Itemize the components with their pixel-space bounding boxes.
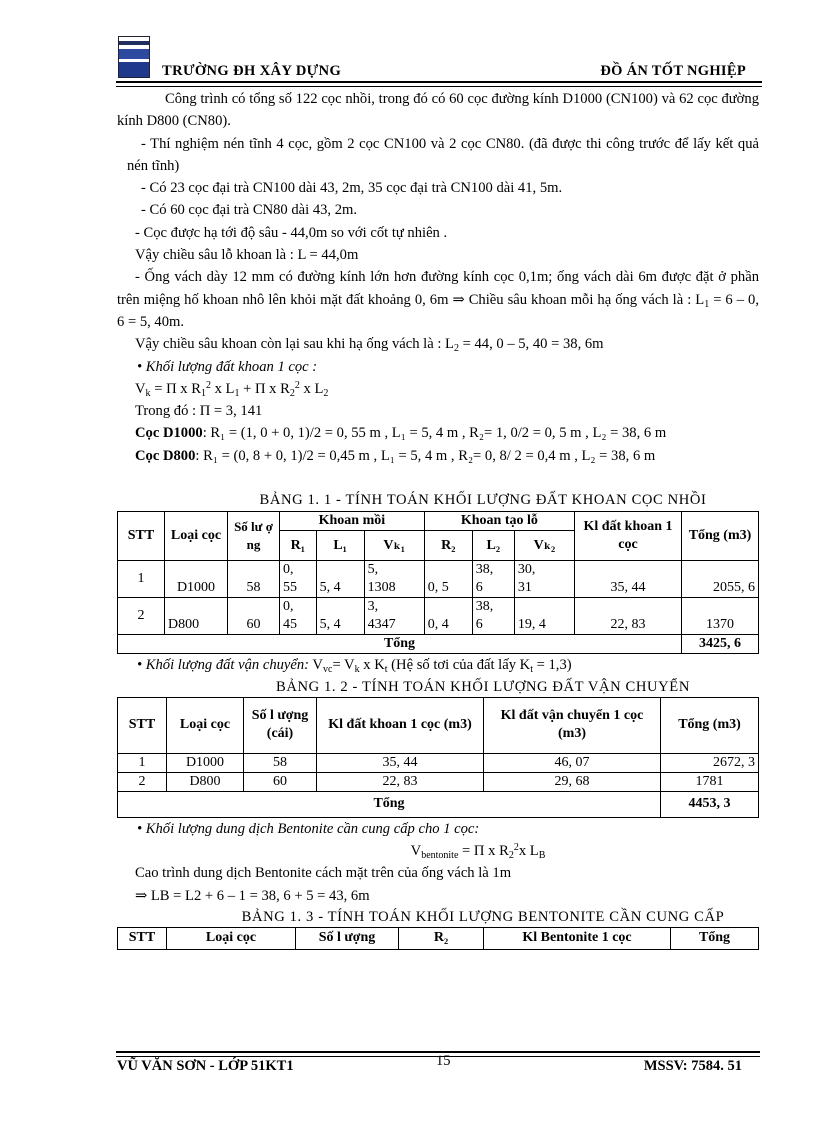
table1-header-stt: STT	[118, 512, 165, 561]
table1-header-l2: L₂	[472, 531, 514, 561]
t1r1-vk2: 30, 31	[514, 561, 574, 598]
table2-header-stt: STT	[118, 697, 167, 753]
table1-header-vk1: Vₖ₁	[364, 531, 424, 561]
table2-caption: BẢNG 1. 2 - TÍNH TOÁN KHỐI LƯỢNG ĐẤT VẬN CHUYỂN	[276, 678, 690, 695]
t2-total-value: 4453, 3	[661, 791, 759, 817]
table1-header-l1: L₁	[316, 531, 364, 561]
t2r2-stt: 2	[118, 772, 167, 791]
header-project-title: ĐỒ ÁN TỐT NGHIỆP	[600, 63, 746, 79]
paragraph-d1000-calc: Cọc D1000: R₁ = (1, 0 + 0, 1)/2 = 0, 55 m , L₁ = 5, 4 m , R₂= 1, 0/2 = 0, 5 m , L₂ = 38, 6 m	[135, 425, 667, 442]
table2-header-loai: Loại cọc	[167, 697, 244, 753]
t1r2-vk2: 19, 4	[514, 598, 574, 635]
t1r2-so: 60	[228, 598, 280, 635]
t1r1-r1: 0, 55	[280, 561, 317, 598]
table-row	[118, 598, 759, 635]
t1r2-vk1: 3, 4347	[364, 598, 424, 635]
t2r2-tong: 1781	[661, 772, 759, 791]
table-bentonite	[117, 927, 759, 950]
table2-header-tong: Tổng (m3)	[661, 697, 759, 753]
table1-header-kl: Kl đất khoan 1 cọc	[575, 512, 682, 561]
table2-header-kl1: Kl đất khoan 1 cọc (m3)	[317, 697, 484, 753]
t1r2-stt: 2	[118, 598, 165, 635]
paragraph-casing: - Ống vách dày 12 mm có đường kính lớn hơn đường kính cọc 0,1m; ống vách dài 6m được đặt ở phần trên miệng hố khoan nhô lên khỏi mặt đất khoảng 0, 6m ⇒ Chiều sâu khoan mỗi hạ ống vách là : $L_1 = 6 - 0$, 6 = 5, 40m.	[117, 269, 759, 330]
table-row	[118, 772, 759, 791]
t1r1-tong: 2055, 6	[682, 561, 759, 598]
table2-header-so: Số l ượng (cái)	[244, 697, 317, 753]
table1-header-khoan-tao: Khoan tạo lỗ	[424, 512, 574, 531]
heading-transport-volume: • Khối lượng đất vận chuyển: $V_{vc}= V_k$ x $K_t$ (Hệ số tơi của đất lấy $K_t = 1,3$)	[137, 657, 572, 676]
header-rule	[116, 81, 762, 83]
table3-header-stt: STT	[118, 927, 167, 949]
header-rule-thin	[116, 86, 762, 87]
paragraph-lb-calc: ⇒ LB = L2 + 6 – 1 = 38, 6 + 5 = 43, 6m	[135, 887, 370, 904]
t1r1-r2: 0, 5	[424, 561, 472, 598]
heading-drill-volume: • Khối lượng đất khoan 1 cọc :	[137, 358, 318, 375]
table1-header-r1: R₁	[280, 531, 317, 561]
table-total-row	[118, 791, 759, 817]
paragraph-cn80-count: - Có 60 cọc đại trà CN80 dài 43, 2m.	[141, 202, 358, 219]
paragraph-remaining-depth: Vậy chiều sâu khoan còn lại sau khi hạ ống vách là : $L_2 = 44$, 0 – 5, 40 = 38, 6m	[135, 336, 604, 355]
paragraph-hole-depth: Vậy chiều sâu lỗ khoan là : L = 44,0m	[135, 247, 359, 264]
paragraph-static-load-test: - Thí nghiệm nén tĩnh 4 cọc, gồm 2 cọc CN100 và 2 cọc CN80. (đã được thi công trước để lấy kết quả nén tĩnh)	[127, 135, 759, 174]
t1r1-stt: 1	[118, 561, 165, 598]
t1r2-l2: 38, 6	[472, 598, 514, 635]
t1r1-kl: 35, 44	[575, 561, 682, 598]
table2-header-kl2: Kl đất vận chuyển 1 cọc (m3)	[484, 697, 661, 753]
t2r2-loai: D800	[167, 772, 244, 791]
t1r2-kl: 22, 83	[575, 598, 682, 635]
t2-total-label: Tổng	[118, 791, 661, 817]
t1r1-so: 58	[228, 561, 280, 598]
table1-caption: BẢNG 1. 1 - TÍNH TOÁN KHỐI LƯỢNG ĐẤT KHOAN CỌC NHỒI	[259, 492, 707, 509]
t2r2-kl2: 29, 68	[484, 772, 661, 791]
t2r1-kl1: 35, 44	[317, 753, 484, 772]
t1r2-l1: 5, 4	[316, 598, 364, 635]
table3-header-so: Số l ượng	[296, 927, 399, 949]
paragraph-bentonite-level: Cao trình dung dịch Bentonite cách mặt trên của ống vách là 1m	[135, 865, 512, 882]
heading-bentonite: • Khối lượng dung dịch Bentonite cần cung cấp cho 1 cọc:	[137, 820, 480, 837]
table1-header-loai: Loại cọc	[165, 512, 228, 561]
t1r1-l2: 38, 6	[472, 561, 514, 598]
t2r1-stt: 1	[118, 753, 167, 772]
formula-drill-volume: $V_k = \Pi$ x $R_1^2$ x $L_1 + \Pi$ x $R_2^2$ x $L_2$	[135, 379, 329, 399]
table-row	[118, 561, 759, 598]
table-row	[118, 753, 759, 772]
footer-author: VŨ VĂN SƠN - LỚP 51KT1	[117, 1058, 294, 1074]
t1r1-loai: D1000	[165, 561, 228, 598]
t2r1-tong: 2672, 3	[661, 753, 759, 772]
t2r2-kl1: 22, 83	[317, 772, 484, 791]
table3-caption: BẢNG 1. 3 - TÍNH TOÁN KHỐI LƯỢNG BENTONITE CẦN CUNG CẤP	[241, 908, 725, 925]
t2r2-so: 60	[244, 772, 317, 791]
paragraph-d800-calc: Cọc D800: R₁ = (0, 8 + 0, 1)/2 = 0,45 m , L₁ = 5, 4 m , R₂= 0, 8/ 2 = 0,4 m , L₂ = 38, 6 m	[135, 447, 656, 464]
t1-total-value: 3425, 6	[682, 635, 759, 654]
t1r2-r2: 0, 4	[424, 598, 472, 635]
paragraph-cn100-count: - Có 23 cọc đại trà CN100 dài 43, 2m, 35 cọc đại trà CN100 dài 41, 5m.	[141, 180, 563, 197]
table1-header-r2: R₂	[424, 531, 472, 561]
table1-header-so: Số lư ợ ng	[228, 512, 280, 561]
document-body	[117, 88, 759, 950]
table1-header-vk2: Vₖ₂	[514, 531, 574, 561]
t1r2-tong: 1370	[682, 598, 759, 635]
table-total-row	[118, 635, 759, 654]
table-transport-volume	[117, 697, 759, 818]
t1r2-r1: 0, 45	[280, 598, 317, 635]
table1-header-tong: Tổng (m3)	[682, 512, 759, 561]
t2r1-kl2: 46, 07	[484, 753, 661, 772]
t1r1-l1: 5, 4	[316, 561, 364, 598]
paragraph-pi-value: Trong đó : Π = 3, 141	[135, 403, 263, 420]
t1r2-loai: D800	[165, 598, 228, 635]
table3-header-kl: Kl Bentonite 1 cọc	[484, 927, 671, 949]
table1-header-khoan-moi: Khoan mồi	[280, 512, 425, 531]
table3-header-tong: Tổng	[671, 927, 759, 949]
t1-total-label: Tổng	[118, 635, 682, 654]
table3-header-r2: R₂	[399, 927, 484, 949]
formula-bentonite: $V_{bentonite} = \Pi$ x $R_2^2x$ $L_B$	[410, 841, 546, 861]
header-university: TRƯỜNG ĐH XÂY DỰNG	[162, 63, 342, 79]
t2r1-so: 58	[244, 753, 317, 772]
footer-page-number: 15	[436, 1053, 451, 1069]
t2r1-loai: D1000	[167, 753, 244, 772]
table-drill-volume	[117, 511, 759, 654]
university-logo	[118, 36, 150, 78]
paragraph-pile-depth: - Cọc được hạ tới độ sâu - 44,0m so với cốt tự nhiên .	[135, 224, 448, 241]
footer-student-id: MSSV: 7584. 51	[643, 1058, 742, 1074]
table3-header-loai: Loại cọc	[167, 927, 296, 949]
t1r1-vk1: 5, 1308	[364, 561, 424, 598]
paragraph-overview: Công trình có tổng số 122 cọc nhồi, trong đó có 60 cọc đường kính D1000 (CN100) và 62 cọc đường kính D800 (CN80).	[117, 91, 759, 130]
